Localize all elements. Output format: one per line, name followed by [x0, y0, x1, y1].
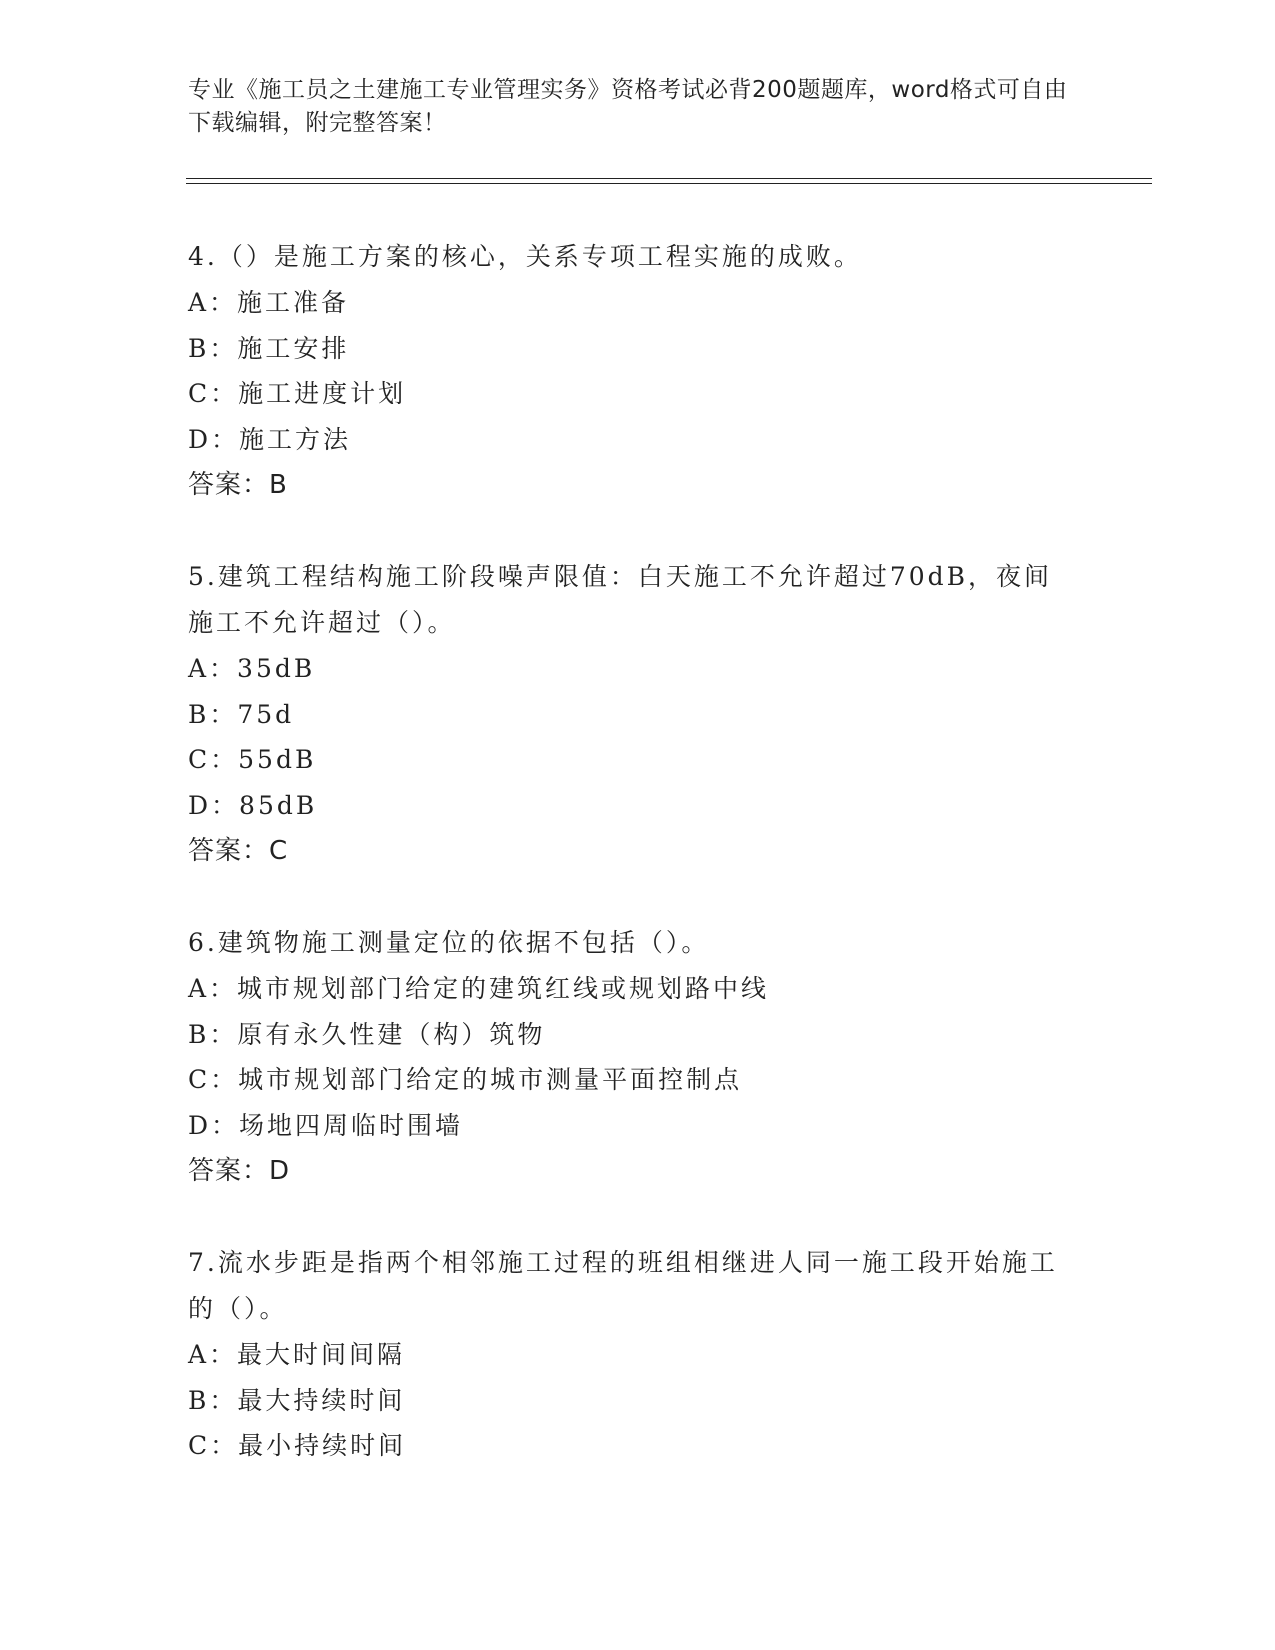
- option-a: A：35dB: [188, 654, 316, 683]
- question-6: [188, 920, 1068, 1194]
- option-b: B：75d: [188, 699, 295, 729]
- question-7: [188, 1240, 1068, 1469]
- question-4: [188, 234, 1068, 508]
- option-d: D：场地四周临时围墙: [188, 1110, 464, 1140]
- question-stem: 6.建筑物施工测量定位的依据不包括（）。: [188, 928, 710, 957]
- option-b: B：原有永久性建（构）筑物: [188, 1019, 546, 1049]
- header-divider-top: [186, 178, 1152, 179]
- document-header: 专业《施工员之土建施工专业管理实务》资格考试必背200题题库，word格式可自由下载编辑，附完整答案！: [188, 77, 1068, 136]
- question-list: [188, 234, 1068, 1515]
- option-b: B：最大持续时间: [188, 1385, 406, 1415]
- answer-line: 答案：C: [188, 836, 289, 866]
- option-a: A：最大时间间隔: [188, 1340, 406, 1369]
- option-a: A：施工准备: [188, 288, 350, 317]
- option-a: A：城市规划部门给定的建筑红线或规划路中线: [188, 974, 770, 1003]
- answer-line: 答案：B: [188, 470, 288, 500]
- question-stem: 7.流水步距是指两个相邻施工过程的班组相继进人同一施工段开始施工的（）。: [188, 1248, 1058, 1323]
- answer-line: 答案：D: [188, 1156, 291, 1186]
- question-5: [188, 554, 1068, 874]
- question-stem: 4.（）是施工方案的核心，关系专项工程实施的成败。: [188, 242, 862, 271]
- question-stem: 5.建筑工程结构施工阶段噪声限值：白天施工不允许超过70dB，夜间施工不允许超过（）。: [188, 562, 1053, 637]
- option-c: C：城市规划部门给定的城市测量平面控制点: [188, 1065, 743, 1094]
- option-c: C：施工进度计划: [188, 379, 407, 408]
- option-c: C：最小持续时间: [188, 1431, 407, 1460]
- option-d: D：施工方法: [188, 424, 352, 454]
- option-d: D：85dB: [188, 790, 318, 820]
- header-divider-bottom: [186, 183, 1152, 184]
- option-c: C：55dB: [188, 745, 317, 774]
- option-b: B：施工安排: [188, 333, 350, 363]
